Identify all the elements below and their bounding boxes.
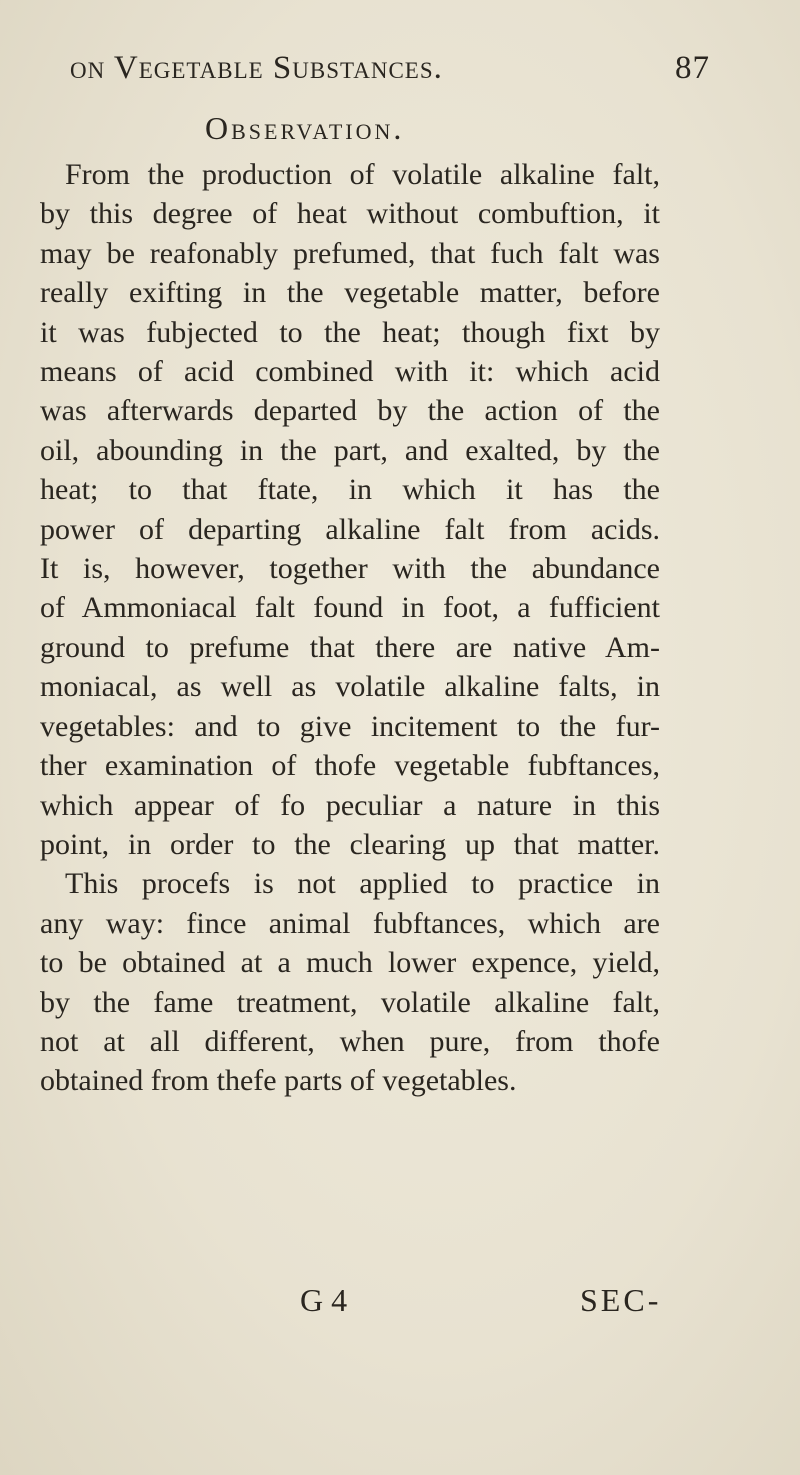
text-line: by this degree of heat without combuftion, it	[40, 197, 660, 231]
text-line: which appear of fo peculiar a nature in this	[40, 788, 660, 822]
text-line: may be reafonably prefumed, that fuch falt was	[40, 236, 660, 270]
page-number: 87	[675, 50, 710, 86]
text-line: vegetables: and to give incitement to the fur-	[40, 709, 660, 743]
catchword: SEC-	[580, 1282, 662, 1318]
text-line: It is, however, together with the abundance	[40, 552, 660, 586]
text-line: power of departing alkaline falt from acids.	[40, 512, 660, 546]
signature-mark: G 4	[300, 1282, 348, 1318]
text-line: ther examination of thofe vegetable fubftances,	[40, 749, 660, 783]
text-line: it was fubjected to the heat; though fixt by	[40, 315, 660, 349]
text-line: ground to prefume that there are native Am-	[40, 630, 660, 664]
section-heading: Observation.	[205, 110, 405, 146]
text-line: obtained from thefe parts of vegetables.	[40, 1064, 517, 1098]
page-footer	[0, 1282, 800, 1332]
text-line: From the production of volatile alkaline falt,	[65, 158, 660, 191]
text-line: by the fame treatment, volatile alkaline falt,	[40, 985, 660, 1019]
text-line: moniacal, as well as volatile alkaline falts, in	[40, 670, 660, 704]
text-line: not at all different, when pure, from thofe	[40, 1024, 660, 1058]
text-line: was afterwards departed by the action of the	[40, 394, 660, 428]
text-line: means of acid combined with it: which acid	[40, 355, 660, 389]
text-line: oil, abounding in the part, and exalted, by the	[40, 433, 660, 467]
text-line: of Ammoniacal falt found in foot, a fufficient	[40, 591, 660, 625]
body-paragraph	[40, 155, 660, 1101]
text-line: This procefs is not applied to practice in	[65, 867, 660, 901]
text-line: any way: fince animal fubftances, which are	[40, 906, 660, 940]
text-line: point, in order to the clearing up that matter.	[40, 827, 660, 861]
running-head-title: on Vegetable Substances.	[70, 50, 443, 86]
text-line: to be obtained at a much lower expence, yield,	[40, 946, 660, 980]
text-line: really exifting in the vegetable matter, before	[40, 276, 660, 310]
text-line: heat; to that ftate, in which it has the	[40, 473, 660, 507]
running-head	[70, 50, 710, 96]
